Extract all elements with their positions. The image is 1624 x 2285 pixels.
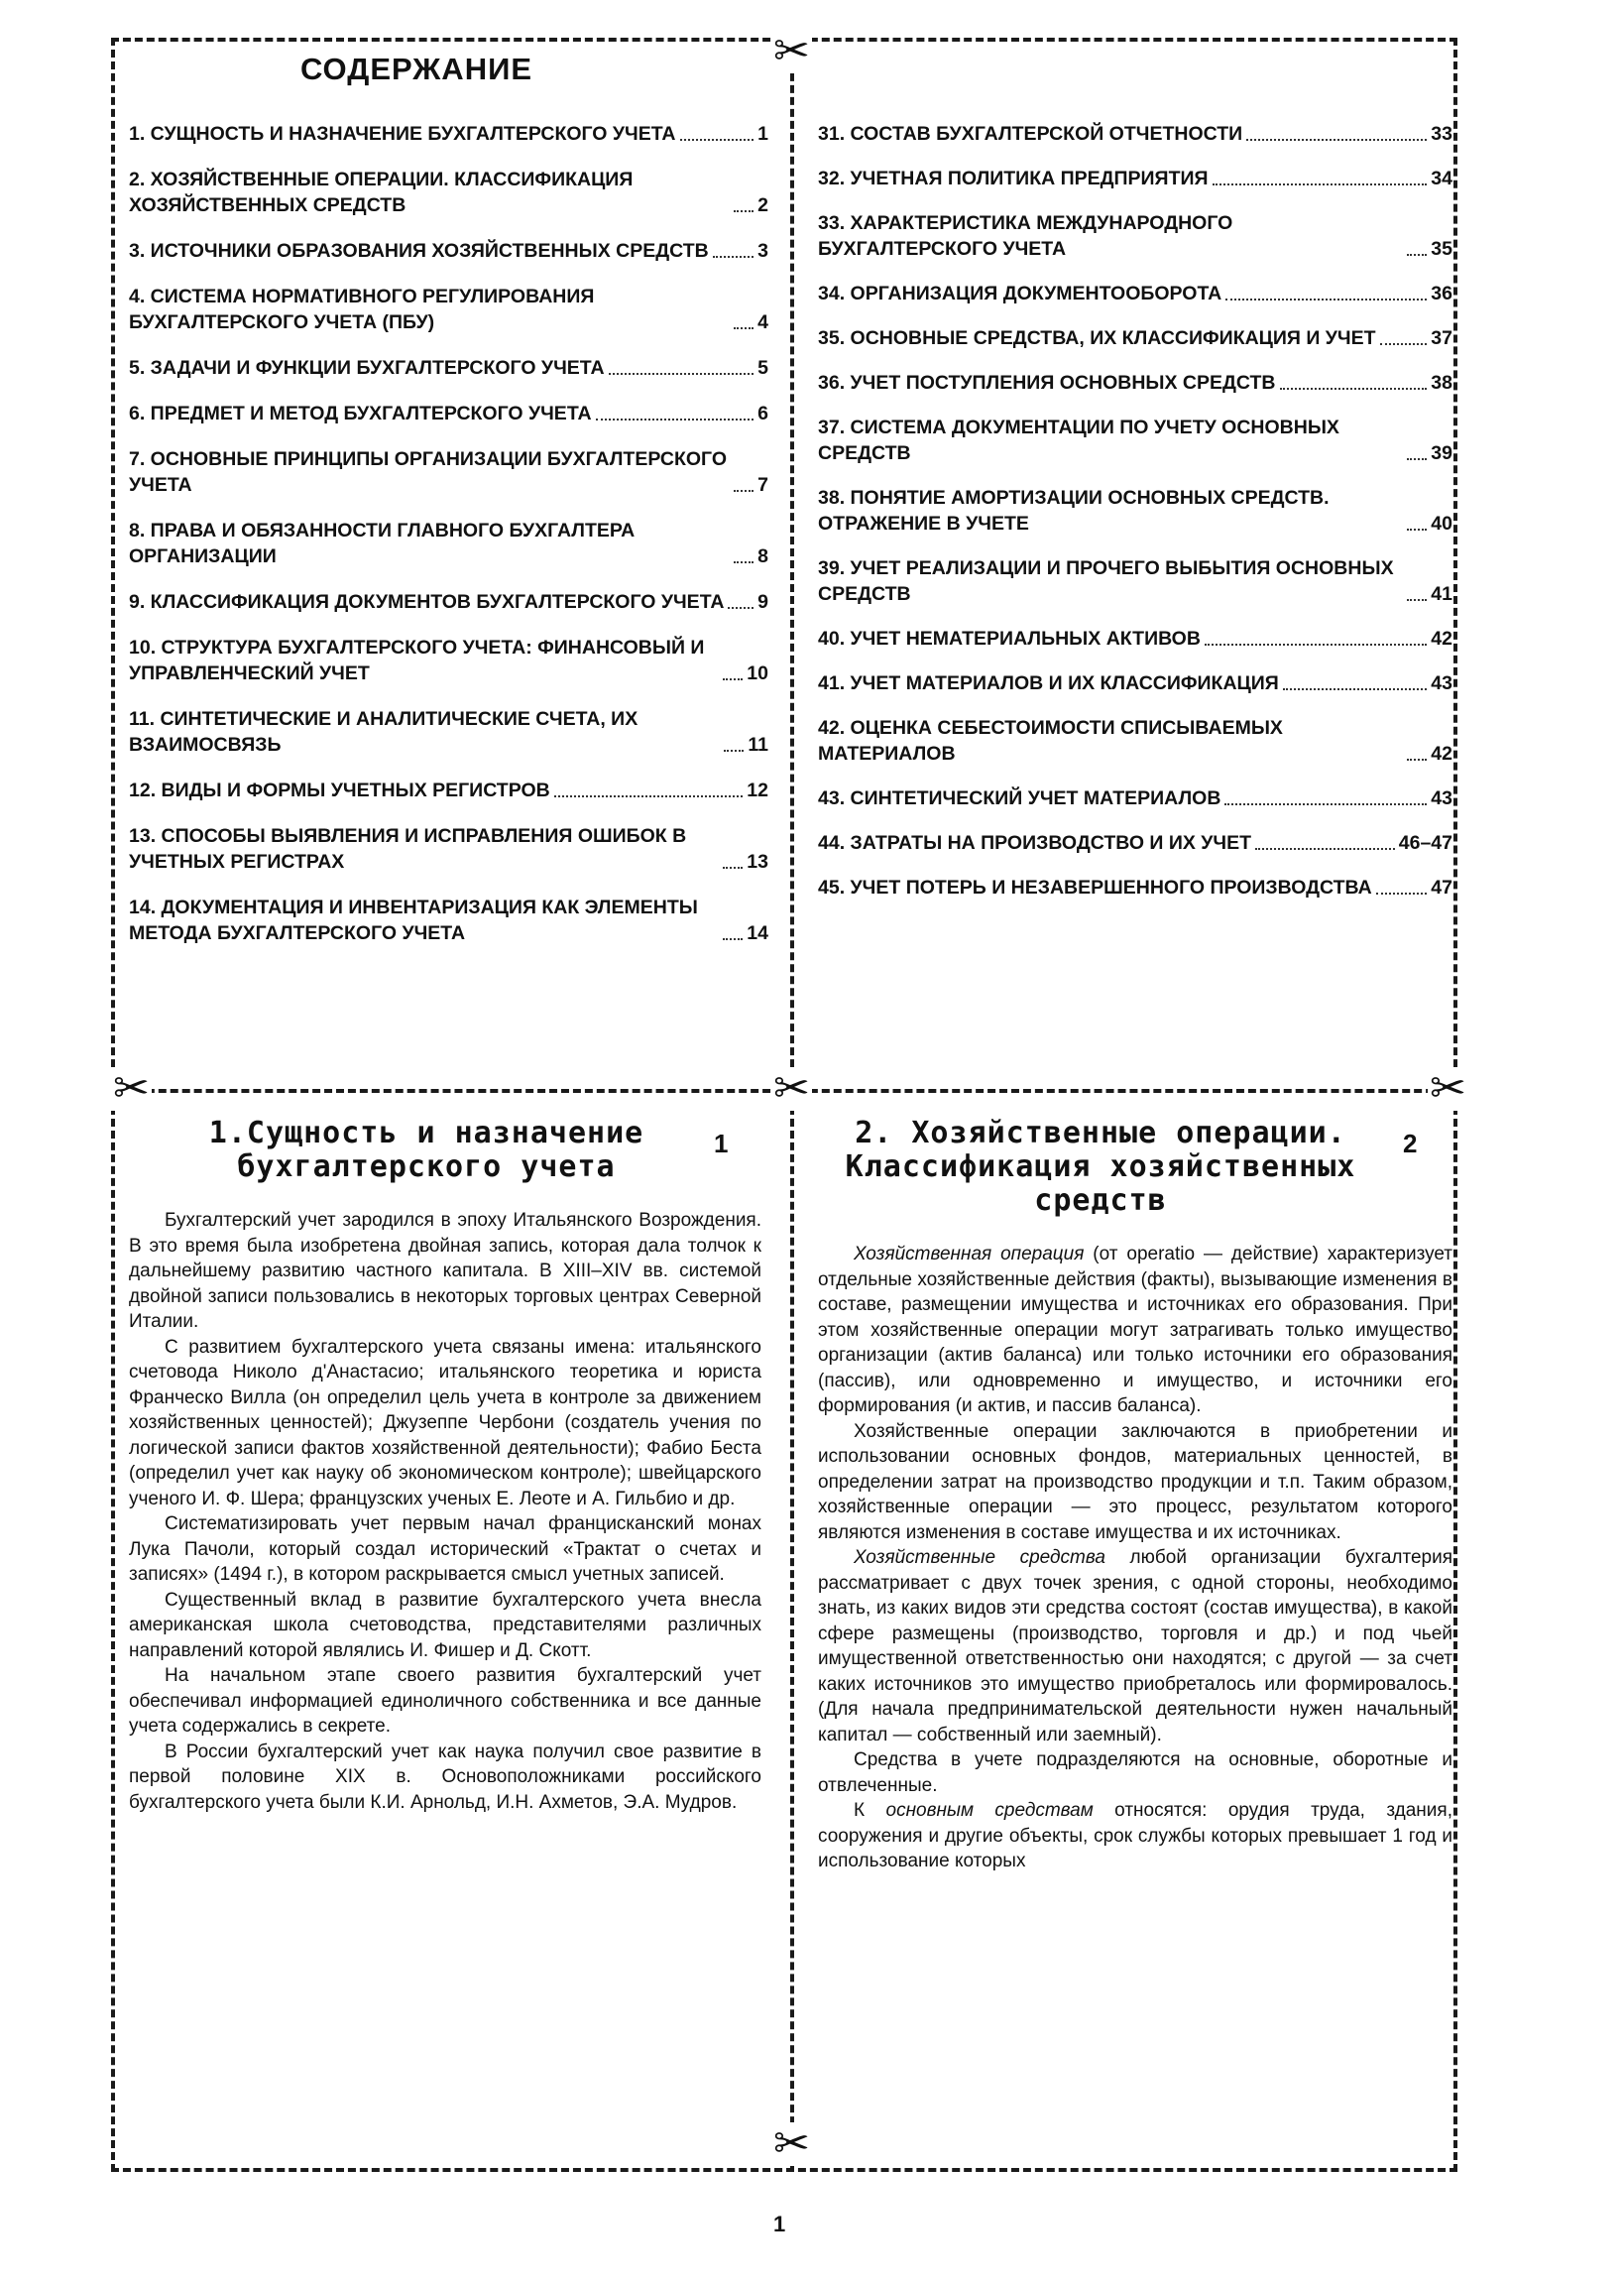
toc-entry-title: 9. КЛАССИФИКАЦИЯ ДОКУМЕНТОВ БУХГАЛТЕРСКОГО УЧЕТА [129,591,725,613]
toc-entry-title: 38. ПОНЯТИЕ АМОРТИЗАЦИИ ОСНОВНЫХ СРЕДСТВ. ОТРАЖЕНИЕ В УЧЕТЕ [818,487,1330,535]
toc-entry [818,670,1452,696]
section-2-number: 2 [1403,1129,1418,1158]
toc-entry-title: 43. СИНТЕТИЧЕСКИЙ УЧЕТ МАТЕРИАЛОВ [818,787,1221,809]
toc-leader-dots [713,256,754,258]
toc-leader-dots [1224,803,1427,805]
toc-entry-page: 10 [747,662,768,684]
toc-entry-title: 13. СПОСОБЫ ВЫЯВЛЕНИЯ И ИСПРАВЛЕНИЯ ОШИБОК В УЧЕТНЫХ РЕГИСТРАХ [129,825,687,873]
toc-entry-page: 8 [757,545,768,567]
section-2-paragraph: Средства в учете подразделяются на основные, оборотные и отвлеченные. [818,1749,1452,1796]
toc-entry [818,555,1452,607]
toc-entry [129,167,768,218]
toc-leader-dots [680,139,754,141]
toc-entry-title: 39. УЧЕТ РЕАЛИЗАЦИИ И ПРОЧЕГО ВЫБЫТИЯ ОСНОВНЫХ СРЕДСТВ [818,557,1394,605]
toc-entry-page: 38 [1431,372,1452,394]
term: Хозяйственные средства [854,1547,1105,1568]
toc-entry [129,238,768,264]
toc-leader-dots [724,750,744,752]
toc-entry-page: 40 [1431,513,1452,535]
toc-entry-title: 3. ИСТОЧНИКИ ОБРАЗОВАНИЯ ХОЗЯЙСТВЕННЫХ СРЕДСТВ [129,240,709,262]
toc-leader-dots [734,327,754,329]
toc-entry-title: 4. СИСТЕМА НОРМАТИВНОГО РЕГУЛИРОВАНИЯ БУХГАЛТЕРСКОГО УЧЕТА (ПБУ) [129,286,595,333]
toc-entry-title: 41. УЧЕТ МАТЕРИАЛОВ И ИХ КЛАССИФИКАЦИЯ [818,672,1279,694]
toc-entry [818,370,1452,396]
toc-entry-page: 41 [1431,583,1452,605]
toc-leader-dots [1280,388,1428,390]
toc-entry-page: 46–47 [1398,832,1452,854]
toc-entry [818,210,1452,262]
toc-entry-page: 12 [747,780,768,801]
toc-leader-dots [1255,848,1395,850]
toc-entry [818,830,1452,856]
toc-entry-title: 34. ОРГАНИЗАЦИЯ ДОКУМЕНТООБОРОТА [818,283,1222,304]
toc-leader-dots [734,561,754,563]
section-2-paragraph: Хозяйственные операции заключаются в приобретении и использовании основных фондов, материальных ценностей, в определении затрат на производство продукции и т.п. Таким образом, хозяйственные операции — это процесс, результатом которого являются изменения в составе имущества и их источниках. [818,1420,1452,1543]
toc-entry [129,355,768,381]
term: Хозяйственная операция [854,1244,1085,1264]
section-1-body [129,1208,761,1815]
toc-entry-title: 40. УЧЕТ НЕМАТЕРИАЛЬНЫХ АКТИВОВ [818,628,1201,650]
section-2-paragraph: К основным средствам относятся: орудия труда, здания, сооружения и другие объекты, срок службы которых превышает 1 год и использование которых [818,1800,1452,1871]
toc-entry-page: 13 [747,851,768,873]
toc-leader-dots [1407,759,1427,761]
toc-entry-title: 37. СИСТЕМА ДОКУМЕНТАЦИИ ПО УЧЕТУ ОСНОВНЫХ СРЕДСТВ [818,417,1339,464]
toc-entry [818,715,1452,767]
toc-entry-title: 42. ОЦЕНКА СЕБЕСТОИМОСТИ СПИСЫВАЕМЫХ МАТЕРИАЛОВ [818,717,1283,765]
toc-leader-dots [1246,139,1427,141]
toc-leader-dots [1205,644,1427,646]
toc-entry-page: 43 [1431,787,1452,809]
toc-leader-dots [723,938,743,940]
toc-entry-page: 35 [1431,238,1452,260]
toc-leader-dots [723,867,743,869]
scissors-icon: ✂ [773,2119,810,2168]
toc-entry-page: 34 [1431,168,1452,189]
toc-entry-page: 39 [1431,442,1452,464]
toc-leader-dots [1380,343,1428,345]
toc-entry-title: 7. ОСНОВНЫЕ ПРИНЦИПЫ ОРГАНИЗАЦИИ БУХГАЛТЕРСКОГО УЧЕТА [129,448,727,496]
scissors-icon: ✂ [773,1064,810,1113]
toc-entry [129,589,768,615]
toc-entry-page: 9 [757,591,768,613]
toc-entry-title: 10. СТРУКТУРА БУХГАЛТЕРСКОГО УЧЕТА: ФИНАНСОВЫЙ И УПРАВЛЕНЧЕСКИЙ УЧЕТ [129,637,705,684]
toc-entry-page: 7 [757,474,768,496]
toc-leader-dots [1407,599,1427,601]
toc-leader-dots [1213,183,1428,185]
section-1-paragraph: На начальном этапе своего развития бухгалтерский учет обеспечивал информацией единоличного собственника и все данные учета содержались в секрете. [129,1665,761,1737]
toc-leader-dots [1407,529,1427,531]
toc-entry-title: 32. УЧЕТНАЯ ПОЛИТИКА ПРЕДПРИЯТИЯ [818,168,1209,189]
toc-entry-title: 35. ОСНОВНЫЕ СРЕДСТВА, ИХ КЛАССИФИКАЦИЯ И УЧЕТ [818,327,1376,349]
toc-entry-title: 14. ДОКУМЕНТАЦИЯ И ИНВЕНТАРИЗАЦИЯ КАК ЭЛЕМЕНТЫ МЕТОДА БУХГАЛТЕРСКОГО УЧЕТА [129,897,698,944]
toc-leader-dots [723,678,743,680]
toc-entry-title: 31. СОСТАВ БУХГАЛТЕРСКОЙ ОТЧЕТНОСТИ [818,123,1243,145]
toc-entry-title: 2. ХОЗЯЙСТВЕННЫЕ ОПЕРАЦИИ. КЛАССИФИКАЦИЯ ХОЗЯЙСТВЕННЫХ СРЕДСТВ [129,169,634,216]
toc-entry-page: 4 [757,311,768,333]
toc-entry-page: 2 [757,194,768,216]
toc-entry-title: 8. ПРАВА И ОБЯЗАННОСТИ ГЛАВНОГО БУХГАЛТЕРА ОРГАНИЗАЦИИ [129,520,636,567]
toc-entry [129,121,768,147]
toc-entry-title: 12. ВИДЫ И ФОРМЫ УЧЕТНЫХ РЕГИСТРОВ [129,780,550,801]
toc-entry-title: 5. ЗАДАЧИ И ФУНКЦИИ БУХГАЛТЕРСКОГО УЧЕТА [129,357,605,379]
section-1-paragraph: Систематизировать учет первым начал францисканский монах Лука Пачоли, который создал исторический «Трактат о счетах и записях» (1494 г.), в котором раскрывается смысл учетных записей. [129,1513,761,1585]
toc-entry-title: 36. УЧЕТ ПОСТУПЛЕНИЯ ОСНОВНЫХ СРЕДСТВ [818,372,1276,394]
toc-entry-title: 33. ХАРАКТЕРИСТИКА МЕЖДУНАРОДНОГО БУХГАЛТЕРСКОГО УЧЕТА [818,212,1233,260]
section-1-paragraph: В России бухгалтерский учет как наука получил свое развитие в первой половине XIX в. Основоположниками российского бухгалтерского учета были К.И. Арнольд, И.Н. Ахметов, Э.А. Мудров. [129,1741,761,1813]
toc-entry-page: 36 [1431,283,1452,304]
page-number: 1 [773,2212,786,2236]
toc-entry-title: 11. СИНТЕТИЧЕСКИЕ И АНАЛИТИЧЕСКИЕ СЧЕТА, ИХ ВЗАИМОСВЯЗЬ [129,708,638,756]
toc-entry [818,325,1452,351]
scissors-icon: ✂ [1430,1064,1466,1113]
toc-entry [129,706,768,758]
toc-entry [129,284,768,335]
section-1-paragraph: Бухгалтерский учет зародился в эпоху Итальянского Возрождения. В это время была изобретена двойная запись, которая дала толчок к дальнейшему развитию частного капитала. В XIII–XIV вв. системой двойной записи пользовались в некоторых торговых центрах Северной Италии. [129,1210,761,1332]
section-2-paragraph: Хозяйственные средства любой организации бухгалтерия рассматривает с двух точек зрения, с одной стороны, необходимо знать, из каких видов эти средства состоят (состав имущества), в какой сфере размещены (производство, торговля и др.) и под чьей имущественной ответственностью они находятся; с другой — за счет каких источников это имущество приобреталось или формировалось. (Для начала предпринимательской деятельности нужен начальный капитал — собственный или заемный). [818,1547,1452,1745]
term: основным средствам [885,1800,1094,1821]
toc-entry-page: 3 [757,240,768,262]
toc-leader-dots [734,490,754,492]
scissors-icon: ✂ [113,1064,150,1113]
section-1-number: 1 [714,1129,729,1158]
toc-entry-title: 1. СУЩНОСТЬ И НАЗНАЧЕНИЕ БУХГАЛТЕРСКОГО УЧЕТА [129,123,676,145]
toc-leader-dots [734,210,754,212]
toc-entry-page: 47 [1431,877,1452,899]
toc-leader-dots [728,607,754,609]
toc-entry-title: 6. ПРЕДМЕТ И МЕТОД БУХГАЛТЕРСКОГО УЧЕТА [129,403,592,424]
toc-entry-title: 45. УЧЕТ ПОТЕРЬ И НЕЗАВЕРШЕННОГО ПРОИЗВОДСТВА [818,877,1372,899]
toc-entry-page: 33 [1431,123,1452,145]
toc-entry-page: 43 [1431,672,1452,694]
toc-leader-dots [596,419,754,421]
toc-entry-page: 42 [1431,628,1452,650]
toc-entry [818,166,1452,191]
toc-entry [818,626,1452,652]
section-2-body [818,1242,1452,1874]
toc-leader-dots [554,795,744,797]
toc-entry [129,635,768,686]
toc-entry-page: 6 [757,403,768,424]
toc-entry [129,895,768,946]
toc-leader-dots [1407,458,1427,460]
toc-entry [129,823,768,875]
toc-entry-page: 5 [757,357,768,379]
section-1-title: 1.Сущность и назначение бухгалтерского учета [208,1116,644,1184]
toc-entry-page: 42 [1431,743,1452,765]
toc-entry [129,446,768,498]
section-2-paragraph: Хозяйственная операция (от operatio — действие) характеризует отдельные хозяйственные действия (факты), вызывающие изменения в составе, размещении имущества и источниках его образования. При этом хозяйственные операции могут затрагивать только имущество организации (актив баланса) или только источники его образования (пассив), или одновременно и имущество, и источники его формирования (и актив, и пассив баланса). [818,1244,1452,1416]
toc-entry [818,785,1452,811]
scissors-icon: ✂ [773,27,810,75]
toc-leader-dots [1407,254,1427,256]
toc-entry-page: 11 [748,734,768,756]
toc-leader-dots [1376,893,1428,895]
toc-entry [129,518,768,569]
toc-entry [818,121,1452,147]
toc-entry [818,485,1452,537]
toc-leader-dots [609,373,754,375]
toc-leader-dots [1225,299,1427,301]
toc-entry [129,778,768,803]
section-1-paragraph: Существенный вклад в развитие бухгалтерского учета внесла американская школа счетоводства, представителями различных направлений которой являлись И. Фишер и Д. Скотт. [129,1589,761,1661]
toc-entry-page: 14 [747,922,768,944]
section-2-title: 2. Хозяйственные операции. Классификация хозяйственных средств [845,1116,1356,1218]
toc-entry-page: 37 [1431,327,1452,349]
toc-left-column [129,121,768,966]
toc-title: СОДЕРЖАНИЕ [299,52,533,86]
toc-entry [818,875,1452,901]
toc-entry [129,401,768,426]
toc-entry [818,281,1452,306]
toc-entry [818,415,1452,466]
toc-right-column [818,121,1452,919]
toc-leader-dots [1283,688,1427,690]
section-1-paragraph: С развитием бухгалтерского учета связаны имена: итальянского счетовода Николо д'Анастасио; итальянского теоретика и юриста Франческо Вилла (он определил цель учета в контроле за движением хозяйственных ценностей); Джузеппе Чербони (создатель учения по логической записи фактов хозяйственной деятельности); Фабио Беста (определил учет как науку об экономическом контроле); швейцарского ученого И. Ф. Шера; французских ученых Е. Леоте и А. Гильбио и др. [129,1336,761,1509]
toc-entry-title: 44. ЗАТРАТЫ НА ПРОИЗВОДСТВО И ИХ УЧЕТ [818,832,1252,854]
toc-entry-page: 1 [757,123,768,145]
